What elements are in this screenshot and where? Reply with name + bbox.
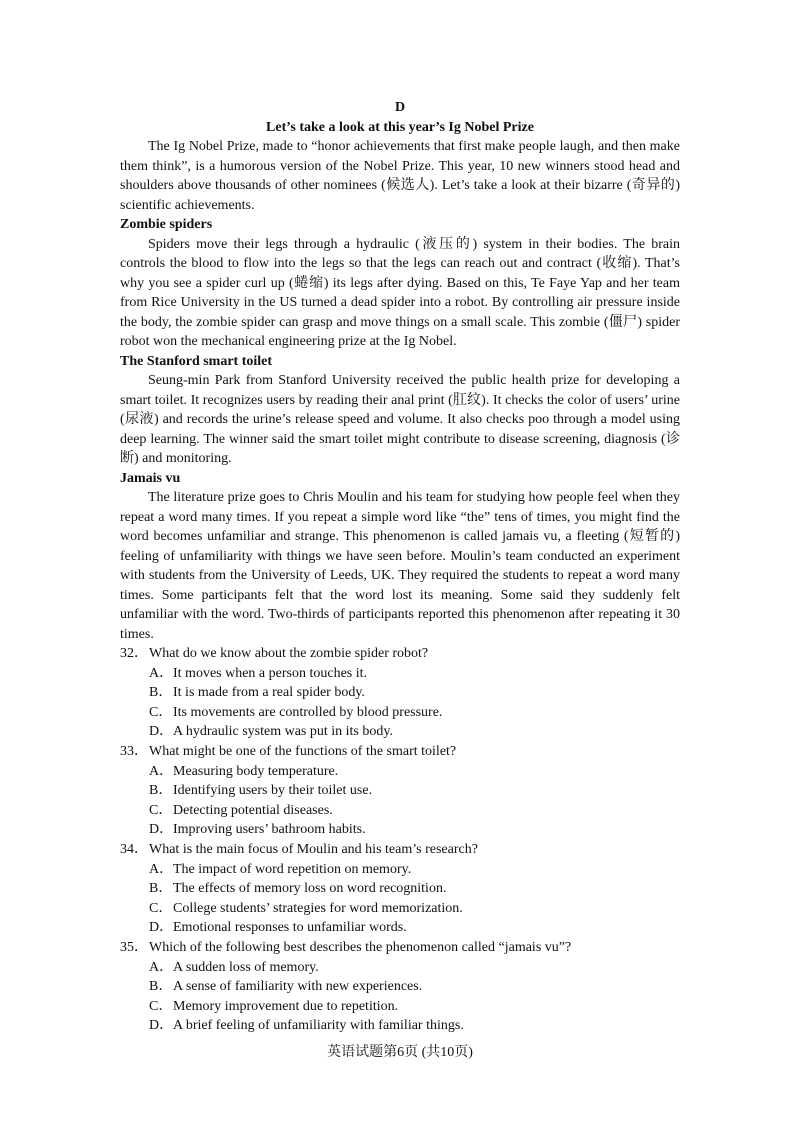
option-letter: D． (149, 724, 174, 740)
option-letter: C． (149, 900, 173, 916)
intro-paragraph: The Ig Nobel Prize, made to “honor achievements that first make people laugh, and then make them think”, is a humorous version of the Nobel Prize. This year, 10 new winners stood head and shoulders above thousands of other nominees (候选人). Let’s take a look at their bizarre (奇异的) scientific achievements. (120, 139, 680, 213)
option-a[interactable] (120, 860, 680, 880)
question-32 (120, 644, 680, 742)
option-c[interactable] (120, 899, 680, 919)
option-letter: C． (149, 998, 173, 1014)
section-body: Spiders move their legs through a hydraulic (液压的) system in their bodies. The brain controls the blood to flow into the legs so that the legs can reach out and contract (收缩). That’s why you see a spider curl up (蜷缩) its legs after dying. Based on this, Te Faye Yap and her team from Rice University in the US turned a dead spider into a robot. By controlling air pressure inside the body, the zombie spider can grasp and move things on a small scale. This zombie (僵尸) spider robot won the mechanical engineering prize at the Ig Nobel. (120, 236, 680, 349)
option-letter: C． (149, 802, 173, 818)
section-heading: The Stanford smart toilet (120, 353, 273, 369)
option-a[interactable] (120, 762, 680, 782)
section-heading: Jamais vu (120, 470, 181, 486)
article-section-zombie-spiders (120, 215, 680, 352)
option-text: Emotional responses to unfamiliar words. (173, 920, 407, 936)
question-text: What is the main focus of Moulin and his team’s research? (149, 841, 478, 857)
option-letter: A． (149, 763, 174, 779)
option-b[interactable] (120, 683, 680, 703)
article-section-smart-toilet (120, 352, 680, 469)
option-text: It is made from a real spider body. (173, 685, 365, 701)
option-text: A brief feeling of unfamiliarity with familiar things. (173, 1018, 464, 1034)
option-text: Detecting potential diseases. (173, 802, 333, 818)
question-text: Which of the following best describes the phenomenon called “jamais vu”? (149, 939, 572, 955)
option-b[interactable] (120, 977, 680, 997)
question-stem (120, 840, 680, 860)
option-text: A sudden loss of memory. (173, 959, 319, 975)
section-body: The literature prize goes to Chris Moulin and his team for studying how people feel when they repeat a word many times. If you repeat a simple word like “the” tens of times, you might find the word becomes unfamiliar and strange. This phenomenon is called jamais vu, a fleeting (短暂的) feeling of unfamiliarity with things we have seen before. Moulin’s team conducted an experiment with students from the University of Leeds, UK. They required the students to repeat a word many times. Some participants felt that the word lost its meaning. Some said they suddenly felt unfamiliar with the word. Two-thirds of participants reported this phenomenon after repeating it 30 times. (120, 490, 680, 642)
option-letter: D． (149, 822, 174, 838)
option-text: Identifying users by their toilet use. (173, 783, 373, 799)
option-letter: B． (149, 783, 173, 799)
option-b[interactable] (120, 781, 680, 801)
page-footer: 英语试题第6页 (共10页) (327, 1045, 473, 1060)
option-letter: D． (149, 1018, 174, 1034)
option-text: Its movements are controlled by blood pressure. (173, 704, 443, 720)
question-text: What might be one of the functions of the smart toilet? (149, 743, 457, 759)
option-letter: A． (149, 959, 174, 975)
article-section-jamais-vu (120, 469, 680, 645)
option-letter: B． (149, 979, 173, 995)
section-letter: D (394, 100, 406, 115)
option-text: It moves when a person touches it. (173, 665, 368, 681)
option-d[interactable] (120, 820, 680, 840)
option-letter: A． (149, 861, 174, 877)
option-letter: B． (149, 685, 173, 701)
question-35 (120, 938, 680, 1036)
option-letter: D． (149, 920, 174, 936)
option-a[interactable] (120, 664, 680, 684)
question-text: What do we know about the zombie spider robot? (149, 646, 429, 661)
option-letter: B． (149, 881, 173, 897)
option-text: Improving users’ bathroom habits. (173, 822, 366, 838)
question-number: 32． (120, 646, 148, 661)
question-33 (120, 742, 680, 840)
option-d[interactable] (120, 1016, 680, 1036)
option-b[interactable] (120, 879, 680, 899)
option-d[interactable] (120, 918, 680, 938)
question-stem (120, 644, 680, 664)
option-text: College students’ strategies for word memorization. (173, 900, 463, 916)
question-number: 33． (120, 743, 148, 759)
option-c[interactable] (120, 801, 680, 821)
option-c[interactable] (120, 703, 680, 723)
question-number: 35． (120, 939, 148, 955)
option-text: The effects of memory loss on word recognition. (173, 881, 447, 897)
option-d[interactable] (120, 722, 680, 742)
option-c[interactable] (120, 997, 680, 1017)
question-stem (120, 938, 680, 958)
option-text: The impact of word repetition on memory. (173, 861, 412, 877)
question-34 (120, 840, 680, 938)
option-letter: A． (149, 665, 174, 681)
option-text: Measuring body temperature. (173, 763, 339, 779)
question-number: 34． (120, 841, 148, 857)
option-a[interactable] (120, 958, 680, 978)
article-title: Let’s take a look at this year’s Ig Nobel Prize (266, 120, 534, 135)
option-text: Memory improvement due to repetition. (173, 998, 399, 1014)
section-heading: Zombie spiders (120, 217, 213, 232)
option-letter: C． (149, 704, 173, 720)
question-stem (120, 742, 680, 762)
section-body: Seung-min Park from Stanford University received the public health prize for developing a smart toilet. It recognizes users by reading their anal print (肛纹). It checks the color of users’ urine (尿液) and records the urine’s release speed and volume. It also checks poo through a model using deep learning. The winner said the smart toilet might contribute to disease screening, diagnosis (诊断) and monitoring. (120, 373, 680, 466)
option-text: A hydraulic system was put in its body. (173, 724, 393, 740)
option-text: A sense of familiarity with new experiences. (173, 979, 423, 995)
